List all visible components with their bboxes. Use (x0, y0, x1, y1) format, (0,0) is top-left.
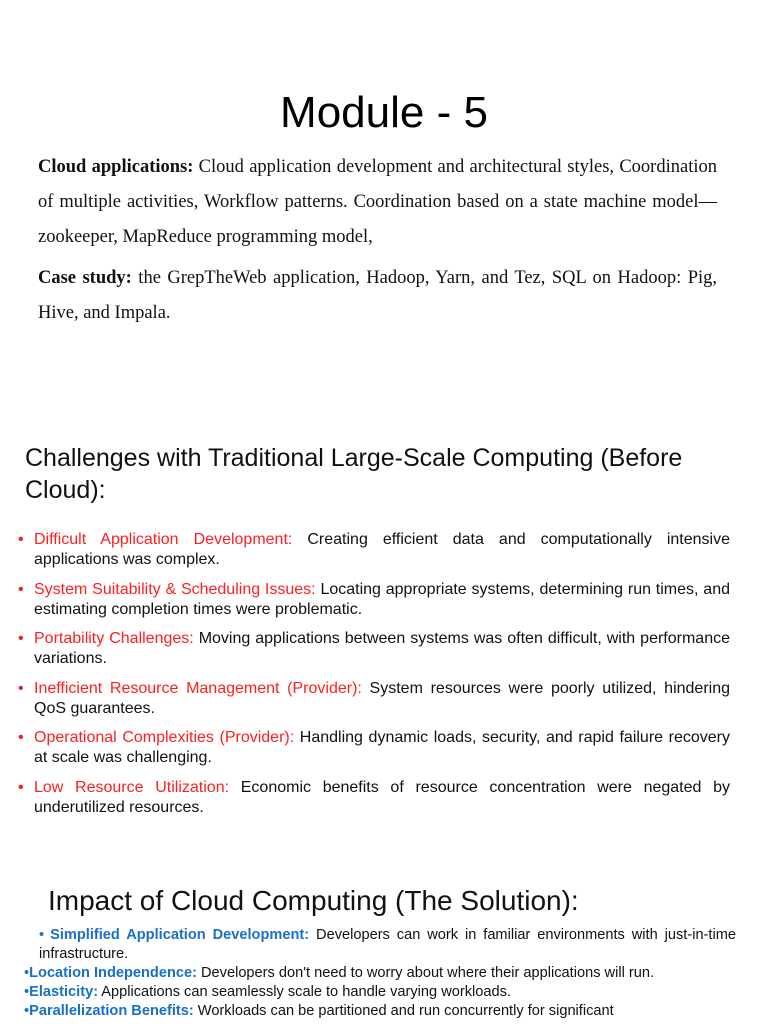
challenge-key: Difficult Application Development: (34, 531, 293, 548)
bullet-icon: • (18, 679, 24, 697)
impact-text: Developers can work in familiar environments with just-in-time infrastructure. (39, 927, 736, 962)
challenge-text: Economic benefits of resource concentration were negated by underutilized resources. (34, 778, 731, 816)
impact-list (24, 926, 736, 1021)
impact-key: Parallelization Benefits: (29, 1003, 194, 1019)
impact-item (24, 1002, 736, 1021)
cloud-applications-paragraph (38, 150, 717, 255)
bullet-icon: • (18, 531, 24, 548)
challenge-key: System Suitability & Scheduling Issues: (34, 580, 316, 598)
impact-key: Location Independence: (29, 965, 197, 981)
challenge-text: System resources were poorly utilized, hindering QoS guarantees. (34, 679, 731, 717)
challenge-item (18, 530, 730, 570)
challenge-key: Operational Complexities (Provider): (34, 729, 295, 747)
case-study-text: the GrepTheWeb application, Hadoop, Yarn, and Tez, SQL on Hadoop: Pig, Hive, and Impala. (38, 268, 717, 323)
bullet-icon: • (18, 729, 24, 747)
cloud-applications-text: Cloud application development and architectural styles, Coordination of multiple activities, Workflow patterns. Coordination based on a state machine model—zookeeper, MapReduce programming model, (38, 157, 717, 247)
challenge-text: Handling dynamic loads, security, and rapid failure recovery at scale was challenging. (34, 729, 731, 767)
challenge-text: Creating efficient data and computationally intensive applications was complex. (34, 531, 731, 568)
bullet-icon: • (18, 778, 24, 796)
bullet-icon: • (24, 965, 30, 981)
bullet-icon: • (24, 1003, 30, 1019)
challenge-key: Inefficient Resource Management (Provider): (34, 679, 362, 697)
challenge-text: Moving applications between systems was often difficult, with performance variations. (34, 630, 731, 668)
challenge-text: Locating appropriate systems, determining run times, and estimating completion times were problematic. (34, 580, 730, 618)
case-study-paragraph (38, 261, 717, 331)
challenge-item (18, 629, 730, 669)
impact-heading: Impact of Cloud Computing (The Solution): (48, 885, 579, 916)
impact-key: Simplified Application Development: (50, 927, 310, 943)
impact-item (24, 926, 736, 964)
challenges-heading: Challenges with Traditional Large-Scale Computing (Before Cloud): (25, 444, 683, 504)
page-title: Module - 5 (280, 88, 488, 137)
bullet-icon: • (24, 984, 30, 1000)
impact-key: Elasticity: (29, 984, 99, 1000)
challenges-list (18, 530, 730, 828)
challenge-key: Low Resource Utilization: (34, 778, 230, 796)
challenge-item (18, 679, 730, 719)
challenge-item (18, 580, 730, 620)
impact-item (24, 983, 736, 1002)
bullet-icon: • (39, 927, 45, 943)
case-study-label: Case study: (38, 268, 132, 288)
impact-text: Applications can seamlessly scale to handle varying workloads. (98, 984, 511, 1000)
impact-text: Developers don't need to worry about where their applications will run. (196, 965, 655, 981)
challenge-item (18, 728, 730, 768)
challenge-item (18, 778, 730, 818)
cloud-applications-label: Cloud applications: (38, 157, 194, 177)
impact-item (24, 964, 736, 983)
bullet-icon: • (18, 630, 24, 648)
bullet-icon: • (18, 580, 24, 598)
challenge-key: Portability Challenges: (34, 630, 194, 648)
impact-text: Workloads can be partitioned and run concurrently for significant (193, 1003, 614, 1019)
